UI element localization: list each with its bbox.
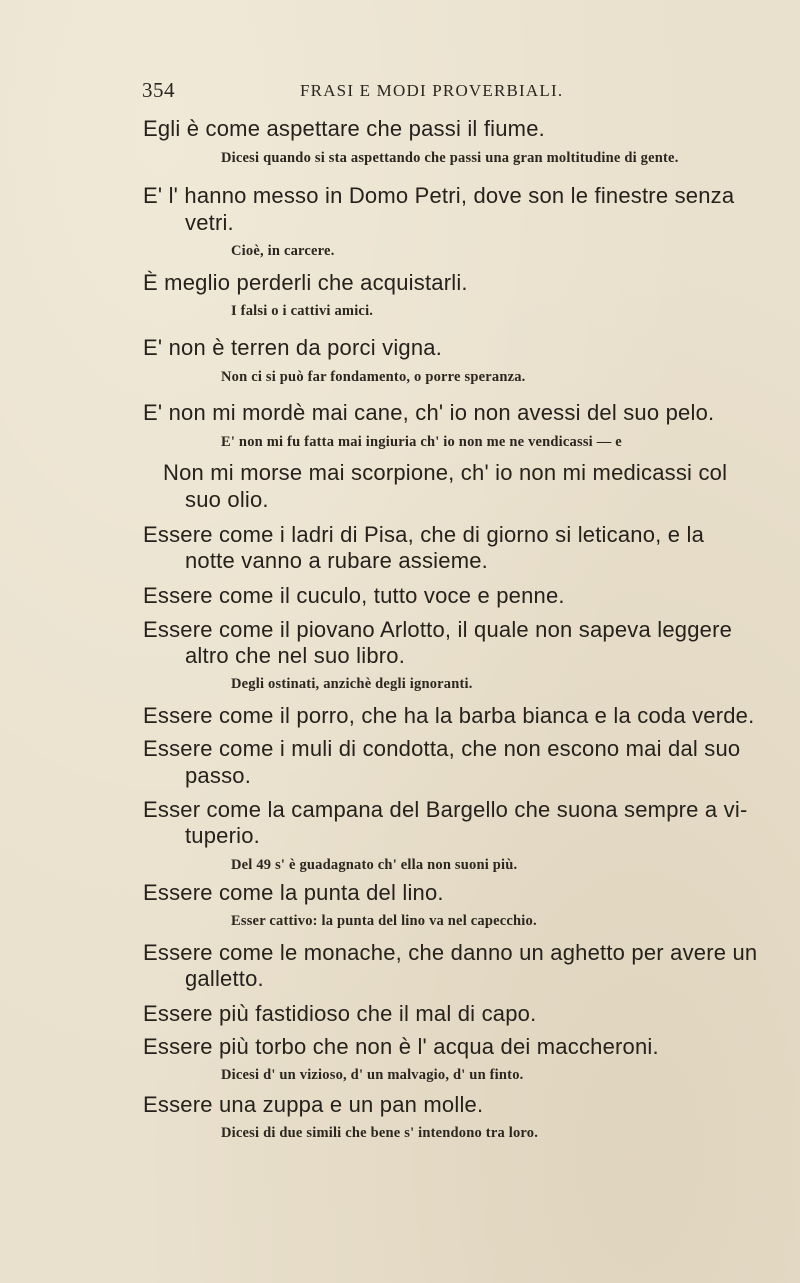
proverb-line: E' non è terren da porci vigna. bbox=[143, 335, 443, 360]
explanation-line: Del 49 s' è guadagnato ch' ella non suoni più. bbox=[231, 857, 518, 873]
proverb-continuation: notte vanno a rubare assieme. bbox=[185, 548, 488, 573]
explanation-line: Non ci si può far fondamento, o porre speranza. bbox=[221, 369, 526, 385]
proverb-line: Essere come i muli di condotta, che non escono mai dal suo bbox=[143, 736, 741, 761]
proverb-line: Essere più fastidioso che il mal di capo. bbox=[143, 1001, 537, 1026]
proverb-line: Essere come i ladri di Pisa, che di giorno si leticano, e la bbox=[143, 522, 705, 547]
explanation-line: Degli ostinati, anzichè degli ignoranti. bbox=[231, 676, 473, 692]
proverb-line: Egli è come aspettare che passi il fiume. bbox=[143, 116, 545, 141]
proverb-line: Non mi morse mai scorpione, ch' io non mi medicassi col bbox=[163, 460, 728, 485]
explanation-line: Dicesi di due simili che bene s' intendono tra loro. bbox=[221, 1125, 539, 1141]
proverb-line: Essere come il cuculo, tutto voce e penne. bbox=[143, 583, 565, 608]
proverb-line: Essere più torbo che non è l' acqua dei maccheroni. bbox=[143, 1034, 659, 1059]
proverb-line: E' non mi mordè mai cane, ch' io non avessi del suo pelo. bbox=[143, 400, 715, 425]
running-title: FRASI E MODI PROVERBIALI. bbox=[300, 81, 564, 100]
proverb-line: Esser come la campana del Bargello che suona sempre a vi- bbox=[143, 797, 748, 822]
proverb-line: Essere come la punta del lino. bbox=[143, 880, 444, 905]
page-header bbox=[142, 78, 582, 108]
explanation-line: Esser cattivo: la punta del lino va nel capecchio. bbox=[231, 913, 537, 929]
proverb-continuation: suo olio. bbox=[185, 487, 269, 512]
proverb-continuation: galletto. bbox=[185, 966, 264, 991]
explanation-line: I falsi o i cattivi amici. bbox=[231, 303, 374, 319]
proverb-continuation: passo. bbox=[185, 763, 252, 788]
proverb-line: Essere come le monache, che danno un aghetto per avere un bbox=[143, 940, 758, 965]
proverb-continuation: altro che nel suo libro. bbox=[185, 643, 406, 668]
explanation-line: Cioè, in carcere. bbox=[231, 243, 335, 259]
proverb-line: Essere come il piovano Arlotto, il quale non sapeva leggere bbox=[143, 617, 733, 642]
proverb-line: È meglio perderli che acquistarli. bbox=[143, 270, 468, 295]
explanation-line: E' non mi fu fatta mai ingiuria ch' io non me ne vendicassi — e bbox=[221, 434, 622, 450]
proverb-line: E' l' hanno messo in Domo Petri, dove son le finestre senza bbox=[143, 183, 735, 208]
proverb-line: Essere come il porro, che ha la barba bianca e la coda verde. bbox=[143, 703, 755, 728]
explanation-line: Dicesi d' un vizioso, d' un malvagio, d' un finto. bbox=[221, 1067, 524, 1083]
proverb-line: Essere una zuppa e un pan molle. bbox=[143, 1092, 484, 1117]
proverb-continuation: tuperio. bbox=[185, 823, 260, 848]
proverb-continuation: vetri. bbox=[185, 210, 234, 235]
page-number: 354 bbox=[142, 78, 175, 102]
explanation-line: Dicesi quando si sta aspettando che passi una gran moltitudine di gente. bbox=[221, 150, 679, 166]
